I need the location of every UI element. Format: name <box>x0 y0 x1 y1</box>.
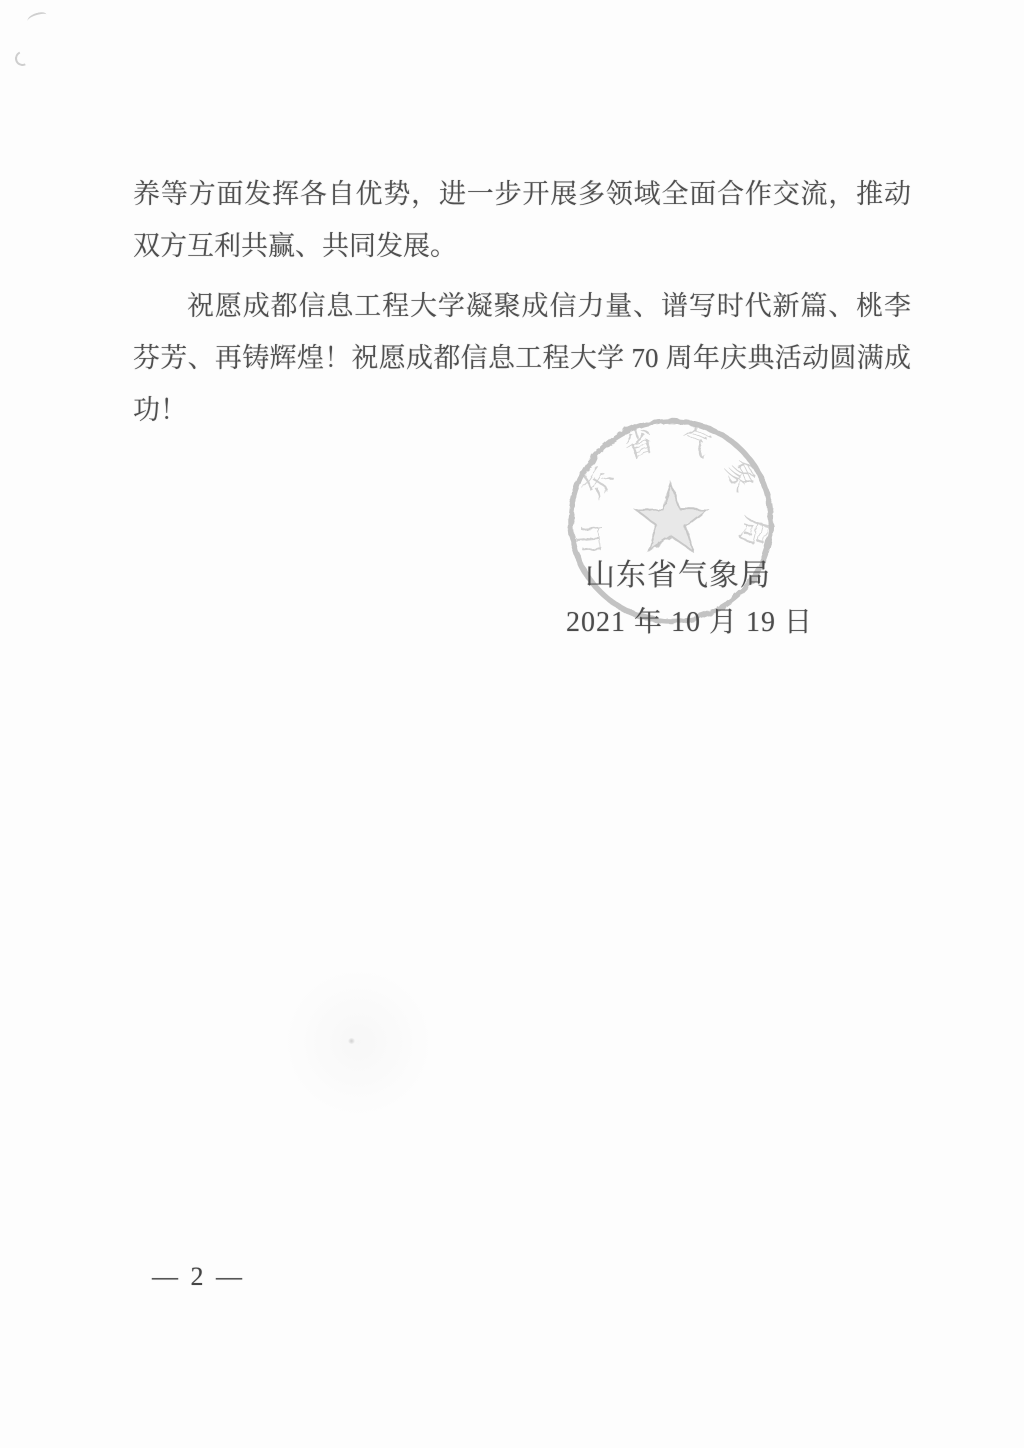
body-paragraph: 养等方面发挥各自优势，进一步开展多领域全面合作交流，推动双方互利共赢、共同发展。 <box>133 179 911 261</box>
scan-artifact <box>348 1038 355 1044</box>
body-paragraph: 祝愿成都信息工程大学凝聚成信力量、谱写时代新篇、桃李芬芳、再铸辉煌！祝愿成都信息工程大学 70 周年庆典活动圆满成功！ <box>133 291 911 425</box>
scan-artifact <box>26 11 48 26</box>
official-seal-stamp <box>563 413 779 629</box>
letter-body <box>133 168 911 436</box>
signature-organization: 山东省气象局 <box>585 559 771 592</box>
page-number: — 2 — <box>152 1262 245 1291</box>
seal-arc-text: 山东省气象局 <box>571 419 773 569</box>
star-icon <box>636 484 706 551</box>
scan-artifact <box>13 49 32 68</box>
signature-date: 2021 年 10 月 19 日 <box>566 607 814 638</box>
